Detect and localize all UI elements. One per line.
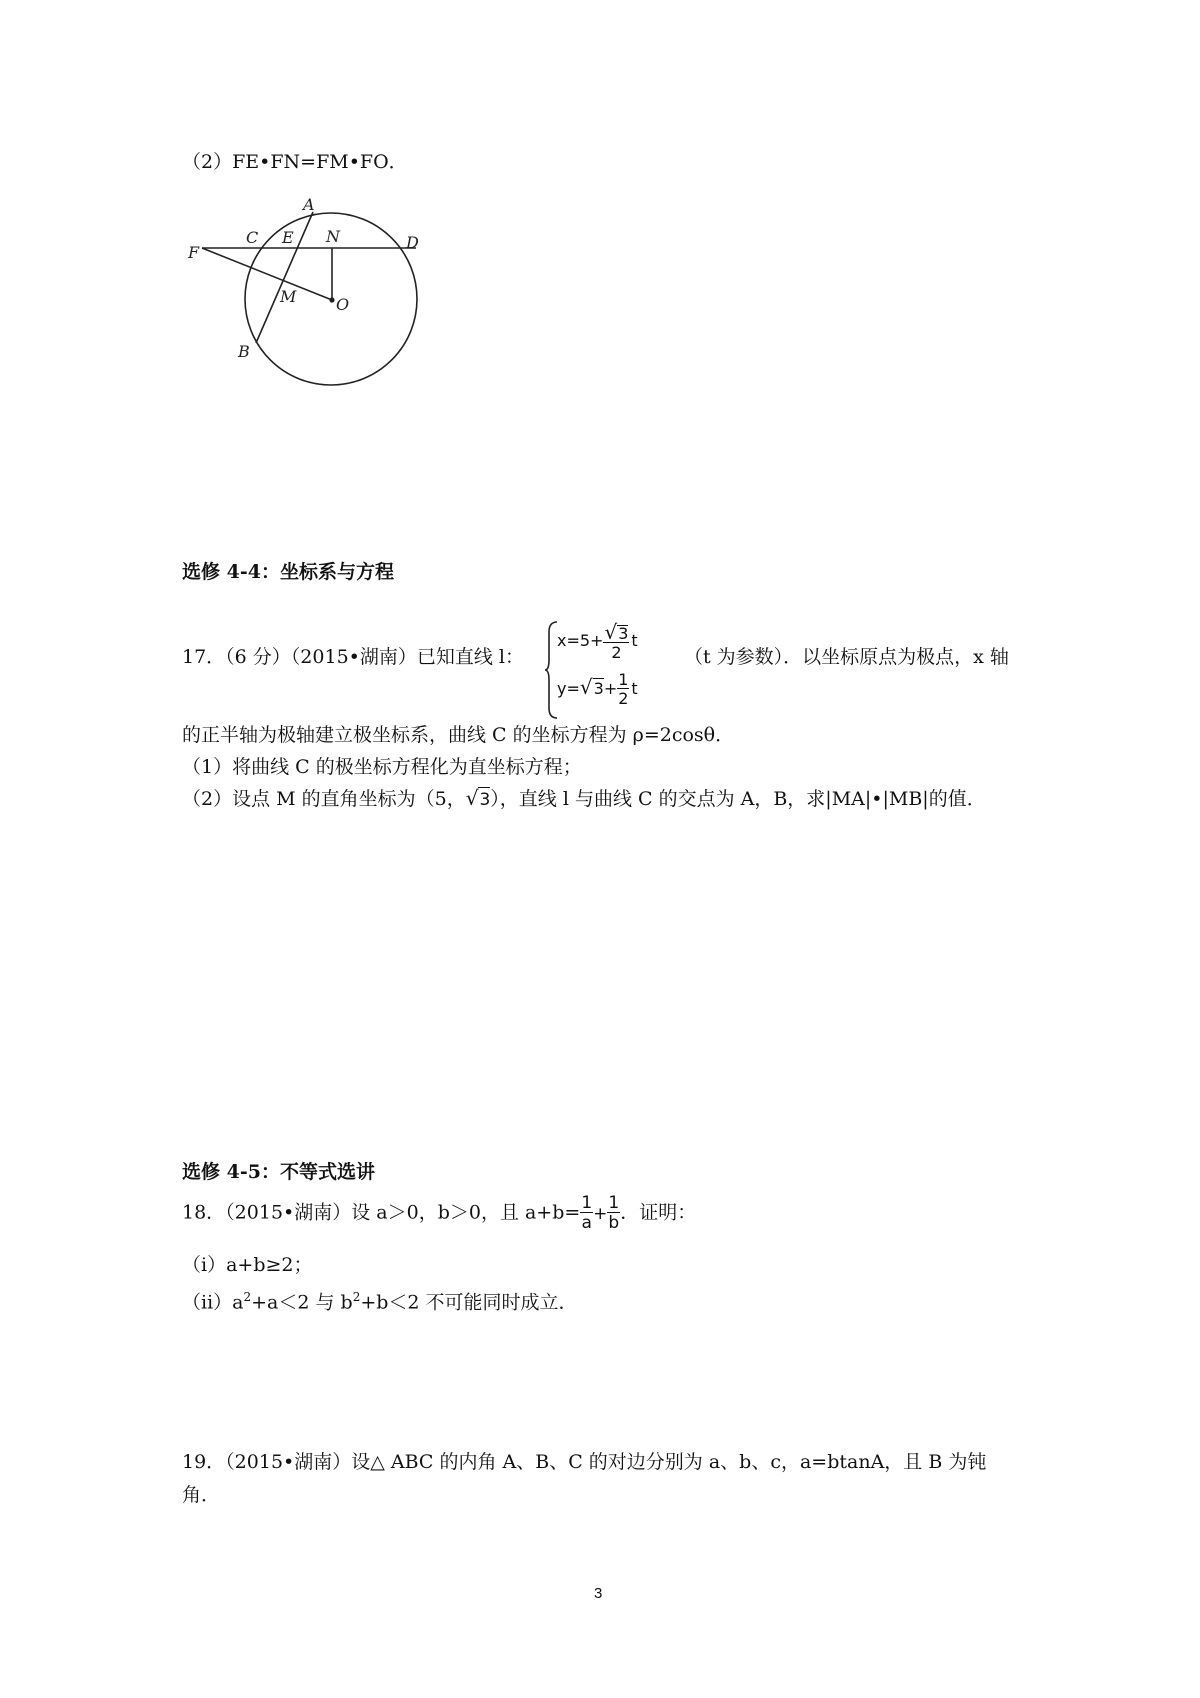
- section-heading-4-4: 选修 4-4：坐标系与方程: [182, 561, 394, 583]
- q18-ii-b: +a＜2 与 b: [251, 1291, 353, 1314]
- q18-f2-num: 1: [608, 1193, 620, 1213]
- q18-f1-den: a: [581, 1213, 592, 1233]
- parametric-equations: [545, 620, 675, 720]
- eq-x-t: t: [631, 631, 638, 650]
- eq-x-lhs: x=5+: [557, 631, 604, 650]
- q18-ii-sup1: 2: [243, 1290, 252, 1304]
- q18-line: [182, 1195, 696, 1232]
- q17-line2: 的正半轴为极轴建立极坐标系，曲线 C 的坐标方程为 ρ=2cosθ．: [182, 724, 735, 746]
- q17-part2-radicand: 3: [478, 787, 490, 812]
- label-d: D: [406, 233, 419, 252]
- q18-ii-c: +b＜2 不可能同时成立．: [360, 1291, 578, 1314]
- fraction-1-over-2: [617, 672, 629, 707]
- q18-f1-num: 1: [581, 1193, 593, 1213]
- label-a: A: [303, 195, 315, 214]
- section-heading-4-5: 选修 4-5：不等式选讲: [182, 1161, 375, 1183]
- q17-intro: 17．（6 分）（2015•湖南）已知直线 l：: [182, 646, 524, 668]
- q17-after-system: （t 为参数）．以坐标原点为极点，x 轴: [684, 646, 1009, 668]
- q18-ii-a: （ⅱ）a: [182, 1291, 244, 1314]
- eq-x-radicand: 3: [618, 624, 629, 643]
- fraction-1-over-b: [607, 1195, 620, 1232]
- fraction-1-over-a: [580, 1195, 593, 1232]
- equation-x: [557, 622, 638, 661]
- eq-y-lhs: y=: [557, 679, 580, 698]
- equation-y: y=√3+ $\frac{1}{2}$ t: [557, 670, 638, 708]
- center-point-o: [329, 297, 334, 302]
- eq-y-numerator: 1: [618, 670, 629, 689]
- q18-part-ii: [182, 1285, 578, 1314]
- label-o: O: [336, 295, 350, 314]
- q18-ii-sup2: 2: [352, 1290, 361, 1304]
- label-b: B: [238, 342, 250, 361]
- fraction-sqrt3-over-2: $\frac{√3}{2}$: [604, 620, 629, 662]
- q18-end: ．证明：: [620, 1201, 697, 1224]
- page-number: 3: [594, 1585, 603, 1602]
- label-c: C: [246, 228, 259, 247]
- eq-y-denominator: 2: [618, 689, 629, 708]
- eq-y-t: t: [631, 679, 638, 698]
- eq-x-denominator: 2: [611, 643, 622, 662]
- problem16-part2: （2）FE•FN=FM•FO．: [182, 151, 408, 173]
- q17-part2-end: ），直线 l 与曲线 C 的交点为 A，B，求|MA|•|MB|的值．: [490, 788, 986, 810]
- q17-part2-start: （2）设点 M 的直角坐标为（5，: [182, 788, 466, 810]
- label-n: N: [326, 227, 340, 246]
- q17-part2: （2）设点 M 的直角坐标为（5，√3），直线 l 与曲线 C 的交点为 A，B，求|MA|•|MB|的值．: [182, 786, 986, 810]
- eq-y-radicand: 3: [593, 679, 604, 698]
- eq-y-plus: +: [603, 679, 618, 698]
- q18-part-i: （ⅰ）a+b≥2；: [182, 1254, 313, 1276]
- q19-line2: 角．: [182, 1484, 221, 1506]
- q19-line1: 19．（2015•湖南）设△ ABC 的内角 A、B、C 的对边分别为 a、b、c，a=btanA，且 B 为钝: [182, 1451, 987, 1473]
- q17-part1: （1）将曲线 C 的极坐标方程化为直坐标方程；: [182, 756, 582, 778]
- label-f: F: [188, 243, 200, 262]
- label-m: M: [280, 287, 297, 306]
- q18-start: 18．（2015•湖南）设 a＞0，b＞0，且 a+b=: [182, 1201, 581, 1224]
- q18-plus: +: [593, 1203, 608, 1224]
- q18-f2-den: b: [608, 1213, 620, 1233]
- circle-geometry-figure: [180, 190, 430, 400]
- label-e: E: [282, 228, 294, 247]
- segment-fo: [202, 248, 332, 300]
